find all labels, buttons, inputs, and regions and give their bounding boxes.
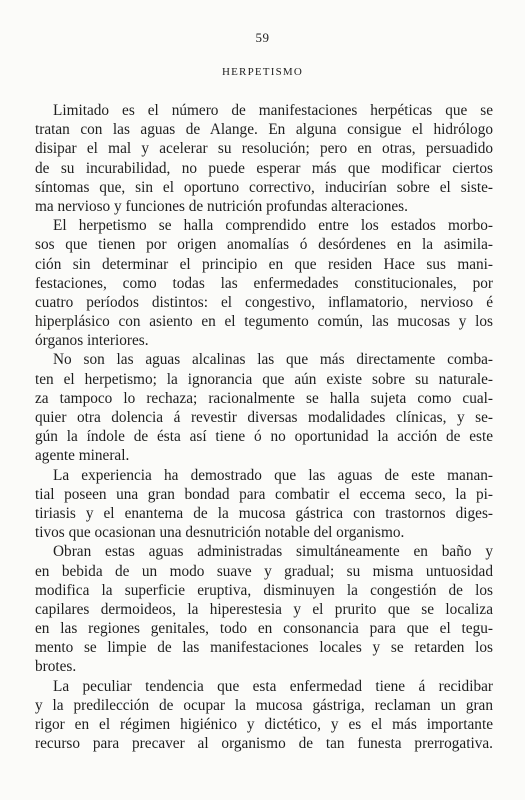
text-line: ten el herpetismo; la ignorancia que aún existe sobre su naturale- [35, 370, 493, 388]
text-line: sos que tienen por origen anomalías ó desórdenes en la asimila- [35, 236, 493, 254]
text-line: capilares dermoideos, la hiperestesia y el prurito que se localiza [35, 600, 493, 618]
text-line: brotes. [35, 658, 77, 676]
text-line: síntomas que, sin el oportuno correctivo, inducirían sobre el siste- [35, 178, 493, 196]
text-line: de su incurabilidad, no puede esperar más que modificar ciertos [35, 159, 493, 177]
paragraph [35, 466, 493, 543]
text-line: La experiencia ha demostrado que las aguas de este manan- [53, 466, 493, 484]
paragraph [35, 677, 493, 754]
text-line: festaciones, como todas las enfermedades constitucionales, por [35, 274, 493, 292]
text-line: en bebida de un modo suave y gradual; su misma untuosidad [35, 562, 493, 580]
paragraph [35, 216, 493, 350]
page-number: 59 [255, 30, 270, 45]
text-line: ción sin determinar el principio en que residen Hace sus mani- [35, 255, 493, 273]
text-line: gún la índole de ésta así tiene ó no oportunidad la acción de este [35, 428, 493, 446]
text-line: quier otra dolencia á revestir diversas modalidades clínicas, y se- [35, 409, 493, 426]
text-line: Obran estas aguas administradas simultáneamente en baño y [53, 543, 493, 561]
text-line: cuatro períodos distintos: el congestivo, inflamatorio, nervioso é [35, 293, 493, 311]
text-line: tiriasis y el enantema de la mucosa gástrica con trastornos diges- [35, 504, 493, 522]
paragraph [35, 350, 493, 465]
text-line: y la predilección de ocupar la mucosa gástriga, reclaman un gran [35, 696, 493, 714]
text-line: No son las aguas alcalinas las que más directamente comba- [53, 351, 493, 369]
text-line: za tampoco lo rechaza; racionalmente se halla sujeta como cual- [35, 389, 493, 407]
text-line: hiperplásico con asiento en el tegumento común, las mucosas y los [35, 313, 493, 331]
text-line: El herpetismo se halla comprendido entre los estados morbo- [53, 217, 493, 235]
text-line: modifica la superficie eruptiva, disminuyen la congestión de los [35, 581, 493, 599]
text-line: Limitado es el número de manifestaciones herpéticas que se [53, 102, 493, 119]
text-line: en las regiones genitales, todo en consonancia para que el tegu- [35, 620, 493, 638]
text-line: tivos que ocasionan una desnutrición notable del organismo. [35, 524, 405, 542]
paragraph [35, 101, 493, 216]
body-text [35, 101, 493, 753]
running-head: HERPETISMO [221, 66, 304, 78]
text-line: La peculiar tendencia que esta enfermedad tiene á recidibar [53, 677, 493, 695]
text-line: mento se limpie de las manifestaciones locales y se retarden los [35, 639, 493, 657]
text-line: ma nervioso y funciones de nutrición profundas alteraciones. [35, 197, 408, 215]
text-line: tratan con las aguas de Alange. En alguna consigue el hidrólogo [35, 121, 493, 139]
text-line: órganos interiores. [35, 332, 149, 350]
paragraph [35, 542, 493, 676]
text-line: recurso para precaver al organismo de tan funesta prerrogativa. [35, 735, 493, 753]
text-line: rigor en el régimen higiénico y dictético, y es el más importante [35, 716, 493, 733]
text-line: disipar el mal y acelerar su resolución; pero en otras, persuadido [35, 140, 493, 158]
text-line: agente mineral. [35, 447, 130, 465]
text-line: tial poseen una gran bondad para combatir el eccema seco, la pi- [35, 485, 493, 503]
